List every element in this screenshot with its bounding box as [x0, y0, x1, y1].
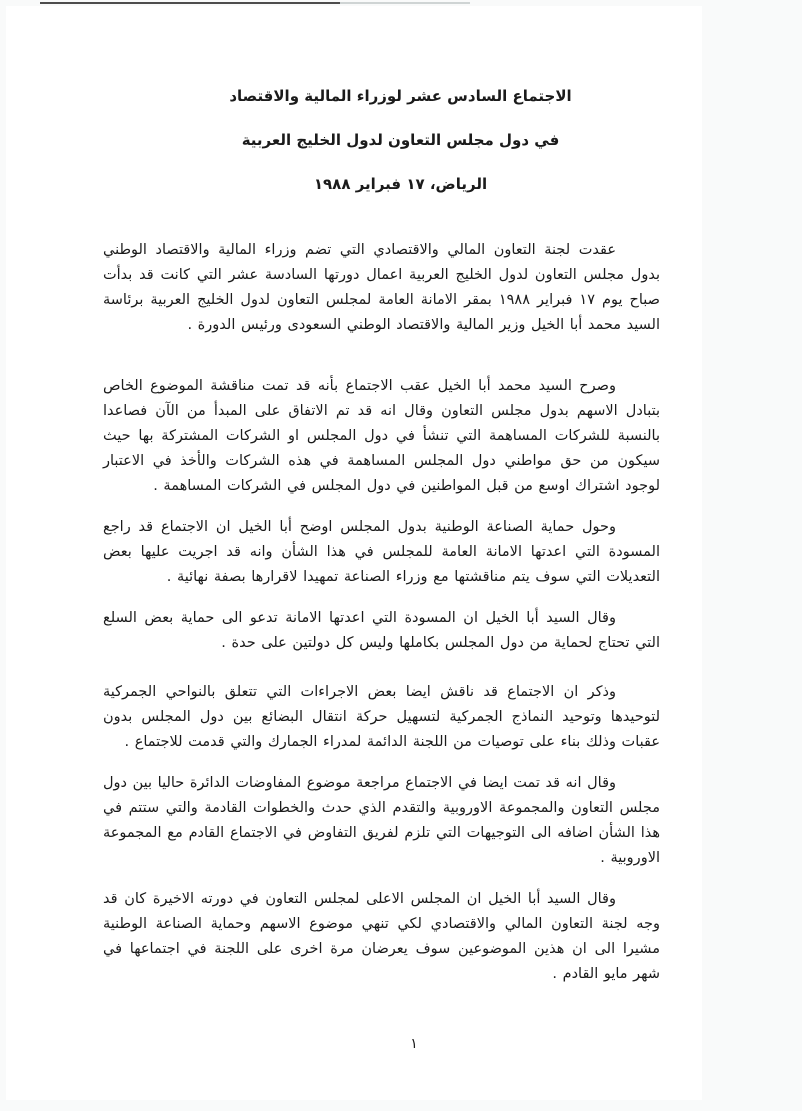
paragraph: وحول حماية الصناعة الوطنية بدول المجلس اوضح أبا الخيل ان الاجتماع قد راجع المسودة التي اعدتها الامانة العامة للمجلس في هذا الشأن وانه قد اجريت عليها بعض التعديلات التي سوف يتم مناقشتها مع وزراء الصناعة تمهيدا لاقرارها بصفة نهائية .: [103, 519, 660, 585]
paragraph: عقدت لجنة التعاون المالي والاقتصادي التي تضم وزراء المالية والاقتصاد الوطني بدول مجلس التعاون لدول الخليج العربية اعمال دورتها السادسة عشر التي كانت قد بدأت صباح يوم ١٧ فبراير ١٩٨٨ بمقر الامانة العامة لمجلس التعاون لدول الخليج العربية برئاسة السيد محمد أبا الخيل وزير المالية والاقتصاد الوطني السعودى ورئيس الدورة .: [103, 242, 660, 333]
page-number: ١: [410, 1036, 418, 1052]
document-body: [103, 238, 660, 987]
document-page: [6, 6, 702, 1100]
scan-top-edge-artifact-light: [340, 2, 470, 4]
title-line: الرياض، ١٧ فبراير ١٩٨٨: [313, 175, 488, 193]
paragraph: وقال السيد أبا الخيل ان المجلس الاعلى لمجلس التعاون في دورته الاخيرة كان قد وجه لجنة التعاون المالي والاقتصادي لكي تنهي موضوع الاسهم وحماية الصناعة الوطنية مشيرا الى ان هذين الموضوعين سوف يعرضان مرة اخرى على اللجنة في اجتماعها في شهر مايو القادم .: [103, 891, 660, 982]
title-line: في دول مجلس التعاون لدول الخليج العربية: [241, 131, 560, 149]
document-title: [122, 86, 679, 194]
paragraph: وقال انه قد تمت ايضا في الاجتماع مراجعة موضوع المفاوضات الدائرة حاليا بين دول مجلس التعاون والمجموعة الاوروبية والتقدم الذي حدث والخطوات القادمة والتي ستتم في هذا الشأن اضافه الى التوجيهات التي تلزم لفريق التفاوض في الاجتماع القادم مع المجموعة الاوروبية .: [103, 775, 660, 866]
paragraph: وقال السيد أبا الخيل ان المسودة التي اعدتها الامانة تدعو الى حماية بعض السلع التي تحتاج لحماية من دول المجلس بكاملها وليس كل دولتين على حدة .: [103, 610, 660, 651]
title-line: الاجتماع السادس عشر لوزراء المالية والاقتصاد: [229, 87, 572, 105]
paragraph: وذكر ان الاجتماع قد ناقش ايضا بعض الاجراءات التي تتعلق بالنواحي الجمركية لتوحيدها وتوحيد النماذج الجمركية لتسهيل حركة انتقال البضائع بين دول المجلس بدون عقبات وذلك بناء على توصيات من اللجنة الدائمة لمدراء الجمارك والتي قدمت للاجتماع .: [103, 684, 660, 750]
document-content: [103, 6, 660, 1003]
paragraph: وصرح السيد محمد أبا الخيل عقب الاجتماع بأنه قد تمت مناقشة الموضوع الخاص بتبادل الاسهم بدول مجلس التعاون وقال انه قد تم الاتفاق على المبدأ من الآن فصاعدا بالنسبة للشركات المساهمة التي تنشأ في دول المجلس او الشركات المشتركة بها حيث سيكون من حق مواطني دول المجلس المساهمة في هذه الشركات والأخذ في الاعتبار لوجود اشتراك اوسع من قبل المواطنين في دول المجلس في الشركات المساهمة .: [103, 378, 660, 494]
scan-top-edge-artifact: [40, 2, 340, 4]
